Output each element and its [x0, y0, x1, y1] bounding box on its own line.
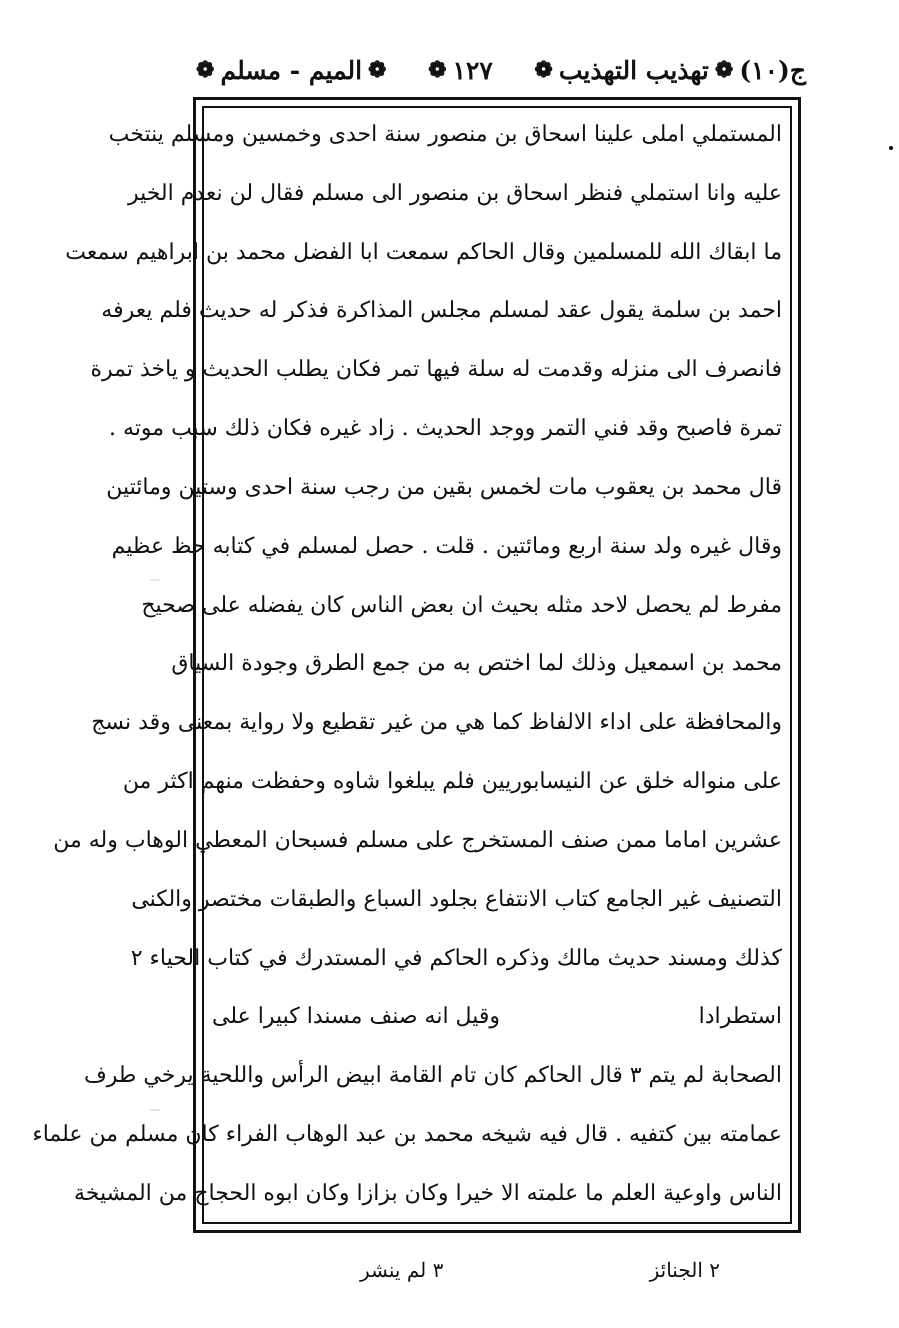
text-line: ما ابقاك الله للمسلمين وقال الحاكم سمعت ابا الفضل محمد بن ابراهيم سمعت — [65, 239, 782, 265]
header-section: الميم - مسلم — [220, 55, 363, 85]
text-line: عليه وانا استملي فنظر اسحاق بن منصور الى مسلم فقال لن نعدم الخير — [127, 180, 782, 206]
header-page-number: ١٢٧ — [452, 55, 493, 85]
text-line: عشرين اماما ممن صنف المستخرج على مسلم فسبحان المعطي الوهاب وله من — [53, 827, 782, 853]
footnote-second: ٣ لم ينشر — [360, 1258, 444, 1282]
ornament-icon: ❁ — [428, 57, 447, 83]
text-line: التصنيف غير الجامع كتاب الانتفاع بجلود السباع والطبقات مختصر والكنى — [131, 886, 782, 912]
text-line: محمد بن اسمعيل وذلك لما اختص به من جمع الطرق وجودة السياق — [171, 651, 782, 677]
text-line-left-part: وقيل انه صنف مسندا كبيرا على — [212, 1004, 500, 1030]
text-line: احمد بن سلمة يقول عقد لمسلم مجلس المذاكرة فذكر له حديث فلم يعرفه — [101, 298, 782, 324]
text-line: وقال غيره ولد سنة اربع ومائتين . قلت . حصل لمسلم في كتابه حظ عظيم — [111, 533, 782, 559]
ornament-icon: ❁ — [714, 57, 734, 83]
text-line: فانصرف الى منزله وقدمت له سلة فيها تمر فكان يطلب الحديث و ياخذ تمرة — [90, 357, 782, 383]
text-line: قال محمد بن يعقوب مات لخمس بقين من رجب سنة احدى وستين ومائتين — [106, 474, 782, 500]
footnotes — [360, 1250, 720, 1290]
header-part: ج(١٠) — [739, 55, 806, 85]
ornament-icon: ❁ — [196, 57, 215, 83]
header-book-title: تهذيب التهذيب — [558, 55, 709, 85]
ornament-icon: ❁ — [534, 57, 553, 83]
text-line: كذلك ومسند حديث مالك وذكره الحاكم في المستدرك في كتاب الحياء ٢ — [130, 945, 782, 971]
text-line: مفرط لم يحصل لاحد مثله بحيث ان بعض الناس كان يفضله على صحيح — [141, 592, 782, 618]
text-line: الناس واوعية العلم ما علمته الا خيرا وكان بزازا وكان ابوه الحجاج من المشيخة — [74, 1180, 782, 1206]
text-line: على منواله خلق عن النيسابوريين فلم يبلغوا شاوه وحفظت منهم اكثر من — [122, 769, 782, 795]
footnote-first: ٢ الجنائز — [649, 1258, 720, 1282]
text-line: الصحابة لم يتم ٣ قال الحاكم كان تام القامة ابيض الرأس واللحية يرخي طرف — [83, 1063, 782, 1089]
ornament-icon: ❁ — [368, 57, 387, 83]
text-line: والمحافظة على اداء الالفاظ كما هي من غير تقطيع ولا رواية بمعنى وقد نسج — [91, 710, 782, 736]
text-line: المستملي املى علينا اسحاق بن منصور سنة احدى وخمسين ومسلم ينتخب — [108, 122, 782, 147]
text-line-right-part: استطرادا — [698, 1004, 782, 1030]
text-line: عمامته بين كتفيه . قال فيه شيخه محمد بن عبد الوهاب الفراء كان مسلم من علماء — [32, 1122, 782, 1148]
text-line: تمرة فاصبح وقد فني التمر ووجد الحديث . زاد غيره فكان ذلك سبب موته . — [109, 416, 782, 442]
